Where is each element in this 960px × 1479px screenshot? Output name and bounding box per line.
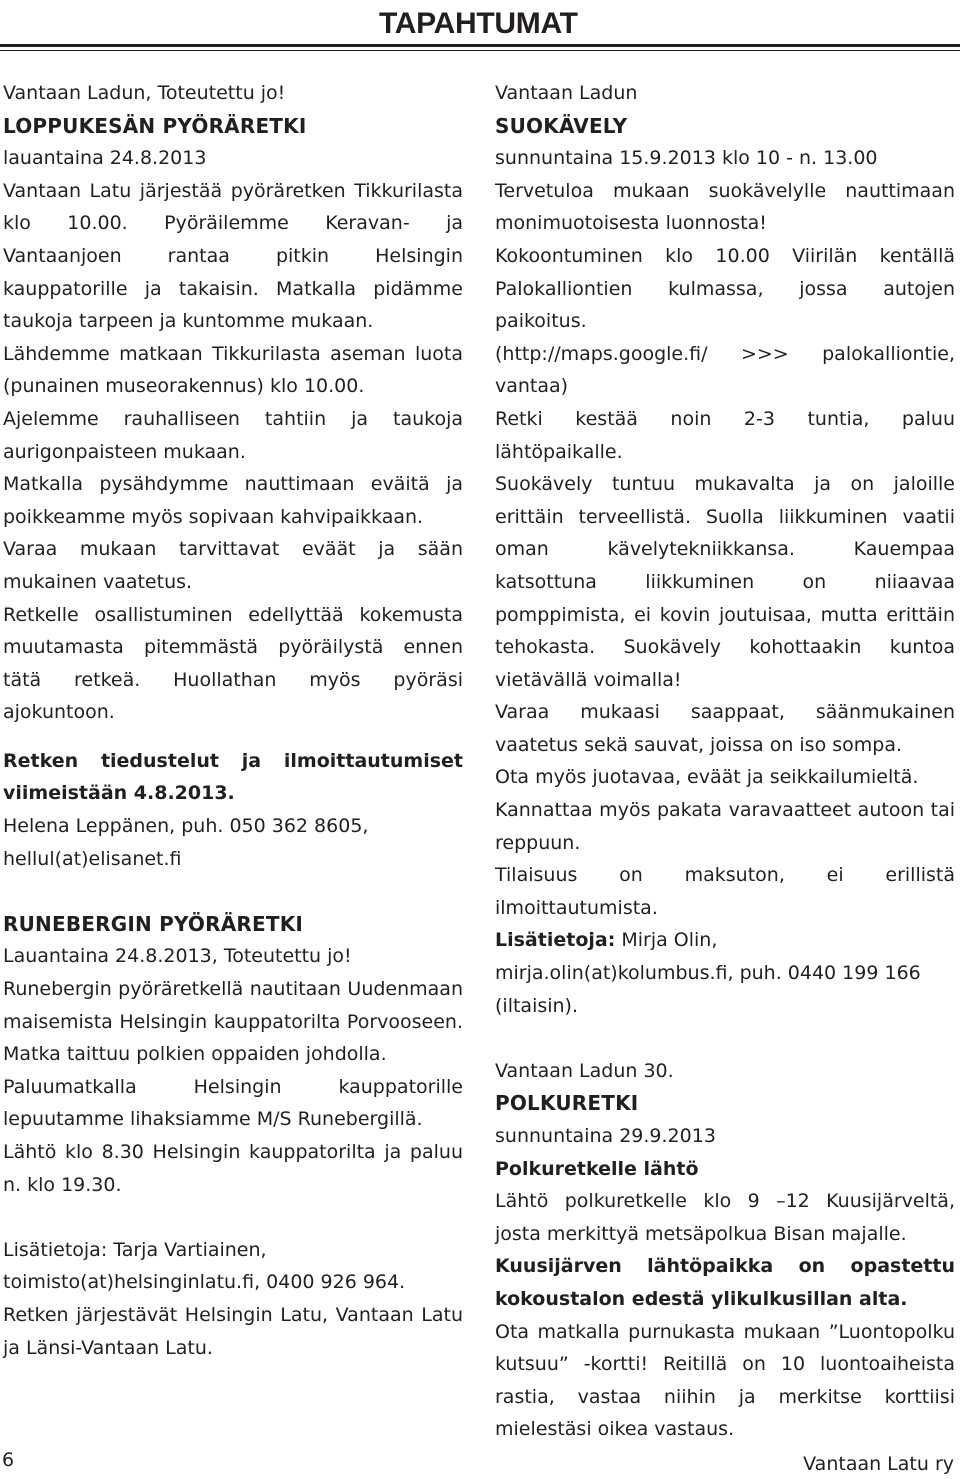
paragraph: Ota matkalla purnukasta mukaan ”Luontopolku kutsuu” -kortti! Reitillä on 10 luontoaiheista rastia, vastaa niihin ja merkitse korttiisi mielestäsi oikea vastaus.	[495, 1320, 955, 1441]
event-organizer: Vantaan Ladun, Toteutettu jo!	[3, 82, 286, 104]
contact-info: Helena Leppänen, puh. 050 362 8605, hellul(at)elisanet.fi	[3, 815, 369, 870]
paragraph: Retki kestää noin 2-3 tuntia, paluu lähtöpaikalle.	[495, 407, 955, 463]
spacer	[3, 729, 463, 745]
page-header	[0, 0, 960, 47]
event-date: sunnuntaina 15.9.2013 klo 10 - n. 13.00	[495, 147, 878, 170]
right-column	[495, 77, 955, 1446]
page-number: 6	[2, 1449, 15, 1471]
registration-note: Retken tiedustelut ja ilmoittautumiset viimeistään 4.8.2013.	[3, 749, 463, 805]
paragraph: Lähdemme matkaan Tikkurilasta aseman luota (punainen museorakennus) klo 10.00.	[3, 342, 463, 398]
spacer	[3, 875, 463, 908]
paragraph: Runebergin pyöräretkellä nautitaan Uudenmaan maisemista Helsingin kauppatorilta Porvooseen. Matka taittuu polkien oppaiden johdolla.	[3, 978, 463, 1066]
header-rule	[0, 44, 960, 47]
left-column	[3, 77, 463, 1364]
paragraph: Tilaisuus on maksuton, ei erillistä ilmoittautumista.	[495, 864, 955, 919]
paragraph: Ota myös juotavaa, eväät ja seikkailumieltä.	[495, 766, 919, 789]
contact-label: Lisätietoja:	[495, 929, 616, 952]
paragraph: Lähtö polkuretkelle klo 9 –12 Kuusijärveltä, josta merkittyä metsäpolkua Bisan majalle.	[495, 1190, 955, 1245]
paragraph: Suokävely tuntuu mukavalta ja on jaloille erittäin terveellistä. Suolla liikkuminen vaatii oman kävelytekniikkansa. Kauempaa katsottuna liikkuminen on niiaavaa pomppimista, ei kovin joutuisaa, mutta erittäin tehokasta. Suokävely kohottaakin kuntoa vietävällä voimalla!	[495, 473, 955, 691]
paragraph: Lähtö klo 8.30 Helsingin kauppatorilta ja paluu n. klo 19.30.	[3, 1141, 463, 1196]
paragraph: Vantaan Latu järjestää pyöräretken Tikkurilasta klo 10.00. Pyöräilemme Keravan- ja Vantaanjoen rantaa pitkin Helsingin kauppatorille ja takaisin. Matkalla pidämme taukoja tarpeen ja kuntomme mukaan.	[3, 179, 463, 333]
event-heading: POLKURETKI	[495, 1091, 639, 1116]
footer-organization: Vantaan Latu ry	[803, 1453, 954, 1475]
contact-info: Lisätietoja: Tarja Vartiainen, toimisto(at)helsinginlatu.fi, 0400 926 964.	[3, 1238, 406, 1294]
event-organizer: Vantaan Ladun 30.	[495, 1059, 674, 1082]
subheading: Polkuretkelle lähtö	[495, 1157, 699, 1180]
paragraph: Kuusijärven lähtöpaikka on opastettu kokoustalon edestä ylikulkusillan alta.	[495, 1255, 955, 1310]
section-title: TAPAHTUMAT	[379, 7, 578, 40]
paragraph: Retkelle osallistuminen edellyttää kokemusta muutamasta pitemmästä pyöräilystä ennen tätä retkeä. Huollathan myös pyöräsi ajokuntoon.	[3, 603, 463, 724]
event-date: Lauantaina 24.8.2013, Toteutettu jo!	[3, 945, 352, 968]
event-organizer: Vantaan Ladun	[495, 82, 638, 104]
paragraph: Varaa mukaan tarvittavat eväät ja sään mukainen vaatetus.	[3, 538, 463, 593]
event-date: lauantaina 24.8.2013	[3, 147, 207, 170]
paragraph: Kannattaa myös pakata varavaatteet autoon tai reppuun.	[495, 799, 955, 854]
paragraph: Paluumatkalla Helsingin kauppatorille lepuutamme lihaksiamme M/S Runebergillä.	[3, 1075, 463, 1131]
spacer	[495, 1022, 955, 1055]
paragraph: (http://maps.google.fi/ >>> palokalliontie, vantaa)	[495, 342, 955, 398]
paragraph: Matkalla pysähdymme nauttimaan eväitä ja poikkeamme myös sopivaan kahvipaikkaan.	[3, 473, 463, 528]
paragraph: Tervetuloa mukaan suokävelylle nauttimaan monimuotoisesta luonnosta!	[495, 179, 955, 235]
paragraph: Kokoontuminen klo 10.00 Viirilän kentällä Palokalliontien kulmassa, jossa autojen paikoitus.	[495, 244, 955, 333]
event-heading: LOPPUKESÄN PYÖRÄRETKI	[3, 113, 307, 138]
contact-info	[495, 924, 955, 1022]
event-heading: RUNEBERGIN PYÖRÄRETKI	[3, 911, 304, 936]
paragraph: Varaa mukaasi saappaat, säänmukainen vaatetus sekä sauvat, joissa on iso sompa.	[495, 701, 955, 756]
paragraph: Retken järjestävät Helsingin Latu, Vantaan Latu ja Länsi-Vantaan Latu.	[3, 1303, 463, 1359]
event-date: sunnuntaina 29.9.2013	[495, 1125, 716, 1147]
paragraph: Ajelemme rauhalliseen tahtiin ja taukoja aurigonpaisteen mukaan.	[3, 407, 463, 463]
header-rule-thin	[0, 50, 960, 51]
event-heading: SUOKÄVELY	[495, 113, 628, 138]
spacer	[3, 1201, 463, 1234]
contact-details: Mirja Olin, mirja.olin(at)kolumbus.fi, puh. 0440 199 166 (iltaisin).	[495, 929, 921, 1017]
